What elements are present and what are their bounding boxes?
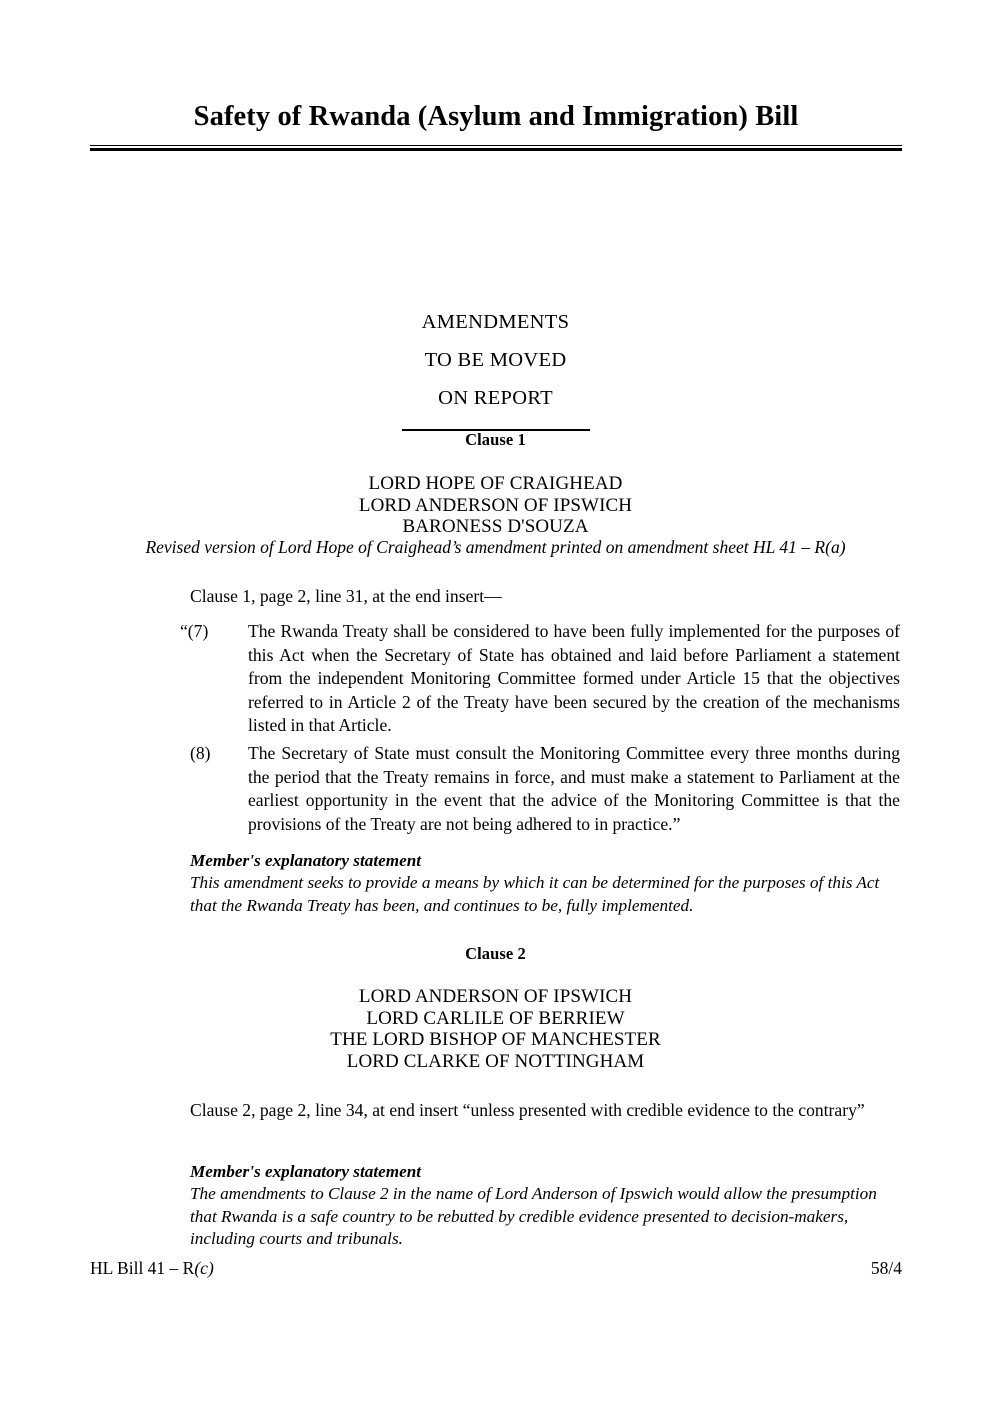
title-rule-thin (90, 145, 902, 146)
sponsor-name: BARONESS D'SOUZA (402, 516, 589, 537)
clause-2-heading: Clause 2 (465, 944, 526, 963)
clause-1-explanatory-statement (190, 850, 900, 917)
revised-version-note-wrapper (0, 537, 991, 558)
clause-2-amendment-text: Clause 2, page 2, line 34, at end insert “unless presented with credible evidence to the contrary” (190, 1100, 865, 1120)
page-title: Safety of Rwanda (Asylum and Immigration) Bill (193, 101, 799, 132)
paragraph-marker: (8) (190, 743, 211, 763)
sponsor-name: LORD CLARKE OF NOTTINGHAM (346, 1050, 645, 1072)
sponsor-name: LORD ANDERSON OF IPSWICH (358, 494, 633, 516)
sponsor-name: LORD CARLILE OF BERRIEW (366, 1007, 625, 1029)
title-rule-thick (90, 148, 902, 151)
paragraph-marker: “(7) (180, 621, 209, 641)
explanatory-statement-title: Member's explanatory statement (190, 1162, 422, 1181)
clause-1-section (0, 430, 991, 450)
paragraph-text: The Rwanda Treaty shall be considered to have been fully implemented for the purposes of this Act when the Secretary of State has obtained and laid before Parliament a statement from the independent Monitoring Committee formed under Article 15 that the objectives referred to in Article 2 of the Treaty have been secured by the creation of the mechanisms listed in that Article. (248, 621, 900, 735)
bill-reference (90, 1258, 214, 1279)
clause-2-amendment-wrapper (190, 1099, 900, 1123)
bill-reference-prefix: HL Bill 41 – R (90, 1258, 195, 1278)
heading-to-be-moved: TO BE MOVED (424, 349, 567, 371)
clause-2-section (0, 944, 991, 964)
clause-2-explanatory-statement (190, 1161, 900, 1251)
explanatory-statement-title: Member's explanatory statement (190, 851, 422, 870)
heading-amendments: AMENDMENTS (421, 311, 570, 333)
explanatory-statement-body: This amendment seeks to provide a means by which it can be determined for the purposes of this Act that the Rwanda Treaty has been, and continues to be, fully implemented. (190, 873, 880, 915)
heading-on-report: ON REPORT (438, 387, 553, 409)
page-footer (90, 1258, 902, 1279)
title-block (90, 100, 902, 151)
bill-reference-suffix: (c) (194, 1258, 214, 1278)
clause-1-amendment-intro-wrapper (190, 585, 900, 608)
title-divider (90, 145, 902, 151)
numbered-paragraph (180, 620, 900, 738)
page-number: 58/4 (870, 1258, 902, 1278)
clause-1-sponsor-list (0, 473, 991, 538)
paragraph-text: The Secretary of State must consult the Monitoring Committee every three months during the period that the Treaty remains in force, and must make a statement to Parliament at the earliest opportunity in the event that the advice of the Monitoring Committee is that the provisions of the Treaty are not being adhered to in practice.” (248, 743, 900, 834)
sponsor-name: LORD HOPE OF CRAIGHEAD (368, 473, 623, 494)
clause-1-heading: Clause 1 (465, 430, 526, 449)
sponsor-name: THE LORD BISHOP OF MANCHESTER (330, 1029, 661, 1050)
explanatory-statement-body: The amendments to Clause 2 in the name of Lord Anderson of Ipswich would allow the presumption that Rwanda is a safe country to be rebutted by credible evidence presented to decision-makers, including courts and tribunals. (190, 1184, 877, 1248)
numbered-paragraph (190, 742, 900, 836)
clause-2-sponsor-list (0, 986, 991, 1072)
clause-1-amendment-intro: Clause 1, page 2, line 31, at the end insert— (190, 586, 502, 606)
clause-1-item-7-wrapper (180, 620, 900, 738)
clause-1-item-8-wrapper (190, 742, 900, 836)
sponsor-name: LORD ANDERSON OF IPSWICH (358, 986, 633, 1007)
revised-version-note: Revised version of Lord Hope of Craighead’s amendment printed on amendment sheet HL 41 – R(a) (145, 537, 846, 557)
amendments-heading-block (0, 303, 991, 431)
